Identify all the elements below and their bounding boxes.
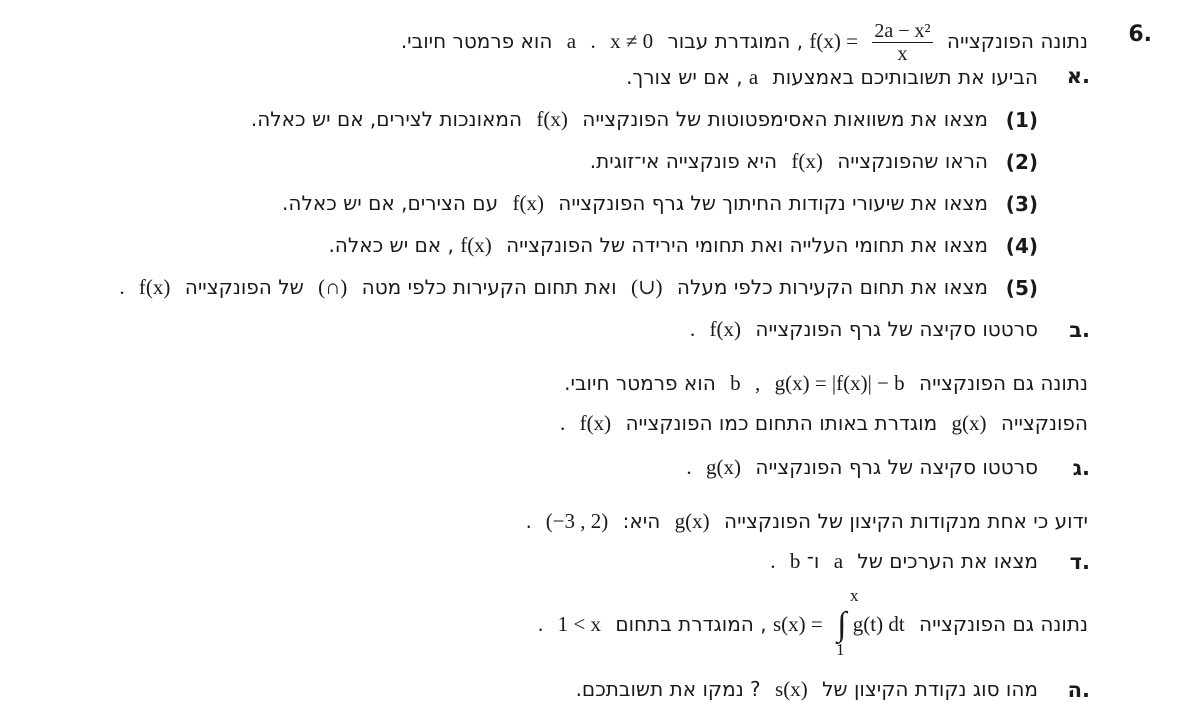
- s-intro-text-1: נתונה גם הפונקצייה: [919, 612, 1088, 636]
- param-a: a: [566, 29, 577, 53]
- item-4-line: [328, 232, 988, 258]
- g-intro-line: [564, 370, 1088, 396]
- param-b: b: [730, 371, 741, 395]
- item-2-line: [590, 148, 988, 174]
- part-b-math: f(x): [709, 317, 742, 341]
- s-domain: 1 < x: [557, 612, 601, 636]
- g-domain-line: [560, 410, 1088, 436]
- g-separator: ,: [754, 371, 761, 395]
- item-2-math: f(x): [791, 149, 823, 173]
- extremum-period: .: [526, 509, 532, 533]
- item-3-text-2: עם הצירים, אם יש כאלה.: [282, 191, 499, 215]
- domain-condition: x ≠ 0: [610, 29, 654, 53]
- param-a: a: [833, 549, 844, 573]
- g-domain-text-1: הפונקצייה: [1000, 411, 1088, 435]
- intro-text-4: הוא פרמטר חיובי.: [400, 29, 553, 53]
- part-b-text: סרטטו סקיצה של גרף הפונקצייה: [755, 317, 1038, 341]
- part-b-line: [690, 316, 1038, 342]
- fraction: [872, 20, 932, 65]
- item-4-math: f(x): [460, 233, 492, 257]
- item-3-number: (3): [1005, 192, 1038, 216]
- item-5-text-1: מצאו את תחום הקעירות כלפי מעלה: [676, 275, 988, 299]
- g-definition: g(x) = |f(x)| − b: [774, 371, 905, 395]
- part-a-text-2: , אם יש צורך.: [626, 65, 743, 89]
- item-3-text-1: מצאו את שיעורי נקודות החיתוך של גרף הפונקצייה: [558, 191, 988, 215]
- part-a-text: הביעו את תשובותיכם באמצעות: [772, 65, 1038, 89]
- integrand: g(t) dt: [852, 612, 905, 636]
- intro-text-1: נתונה הפונקצייה: [946, 29, 1088, 53]
- part-b-period: .: [689, 317, 696, 341]
- part-d-and: ו־: [806, 549, 820, 573]
- concave-up-symbol: (∪): [630, 275, 663, 299]
- item-4-text-2: , אם יש כאלה.: [328, 233, 454, 257]
- item-1-line: [251, 106, 988, 132]
- item-5-period: .: [119, 275, 125, 299]
- integral-sign: ∫: [837, 606, 847, 643]
- extremum-text-2: היא:: [622, 509, 661, 533]
- g-math: g(x): [951, 411, 987, 435]
- item-1-text-1: מצאו את משוואות האסימפטוטות של הפונקצייה: [582, 107, 988, 131]
- g-intro-text-1: נתונה גם הפונקצייה: [919, 371, 1088, 395]
- part-e-text-2: ? נמקו את תשובתכם.: [575, 677, 761, 701]
- concave-down-symbol: (∩): [318, 275, 348, 299]
- part-d-letter: ד.: [1069, 550, 1090, 574]
- item-1-math: f(x): [536, 107, 568, 131]
- part-a-letter: א.: [1066, 64, 1090, 88]
- item-2-text-2: היא פונקצייה אי־זוגית.: [589, 149, 778, 173]
- fraction-denominator: x: [897, 43, 908, 65]
- item-1-number: (1): [1005, 108, 1038, 132]
- intro-text-2: , המוגדרת עבור: [667, 29, 804, 53]
- extremum-line: [526, 508, 1088, 534]
- part-a-line: [626, 64, 1038, 90]
- item-3-line: [282, 190, 988, 216]
- part-e-line: [576, 676, 1038, 702]
- item-5-number: (5): [1005, 276, 1038, 300]
- part-d-line: [770, 548, 1038, 574]
- item-5-text-2: ואת תחום הקעירות כלפי מטה: [361, 275, 617, 299]
- part-c-line: [686, 454, 1038, 480]
- f-math: f(x): [579, 411, 612, 435]
- s-intro-line: [538, 608, 1088, 648]
- extremum-point: (−3 , 2): [545, 509, 609, 533]
- integral-lower-limit: 1: [836, 640, 845, 659]
- extremum-g-math: g(x): [674, 509, 710, 533]
- param-b: b: [789, 549, 801, 573]
- item-5-line: [119, 274, 988, 300]
- item-2-number: (2): [1005, 150, 1038, 174]
- part-c-period: .: [686, 455, 692, 479]
- item-3-math: f(x): [512, 191, 544, 215]
- part-d-text-1: מצאו את הערכים של: [857, 549, 1038, 573]
- g-intro-text-2: הוא פרמטר חיובי.: [564, 371, 716, 395]
- s-intro-text-2: , המוגדרת בתחום: [615, 612, 767, 636]
- part-e-math: s(x): [775, 677, 808, 701]
- param-a: a: [748, 65, 759, 89]
- part-e-text-1: מהו סוג נקודת הקיצון של: [822, 677, 1038, 701]
- part-c-text: סרטטו סקיצה של גרף הפונקצייה: [755, 455, 1038, 479]
- question-number: 6.: [1128, 22, 1152, 47]
- item-5-math: f(x): [138, 275, 171, 299]
- part-c-letter: ג.: [1072, 456, 1090, 480]
- intro-line: [401, 20, 1088, 65]
- item-4-number: (4): [1005, 234, 1038, 258]
- item-4-text-1: מצאו את תחומי העלייה ואת תחומי הירידה של הפונקצייה: [506, 233, 988, 257]
- part-b-letter: ב.: [1069, 318, 1090, 342]
- item-1-text-2: המאונכות לצירים, אם יש כאלה.: [250, 107, 523, 131]
- item-5-text-3: של הפונקצייה: [184, 275, 304, 299]
- part-e-letter: ה.: [1067, 678, 1090, 702]
- fraction-numerator: 2a − x²: [874, 20, 931, 42]
- period: .: [590, 29, 596, 53]
- s-expression: s(x) =: [772, 612, 823, 636]
- part-d-period: .: [770, 549, 776, 573]
- g-domain-period: .: [560, 411, 566, 435]
- extremum-text-1: ידוע כי אחת מנקודות הקיצון של הפונקצייה: [724, 509, 1088, 533]
- integral-upper-limit: x: [850, 586, 859, 605]
- g-domain-text-2: מוגדרת באותו התחום כמו הפונקצייה: [625, 411, 938, 435]
- part-c-math: g(x): [706, 455, 742, 479]
- fx-expression: f(x) =: [809, 29, 858, 53]
- s-period: .: [538, 612, 544, 636]
- item-2-text-1: הראו שהפונקצייה: [837, 149, 988, 173]
